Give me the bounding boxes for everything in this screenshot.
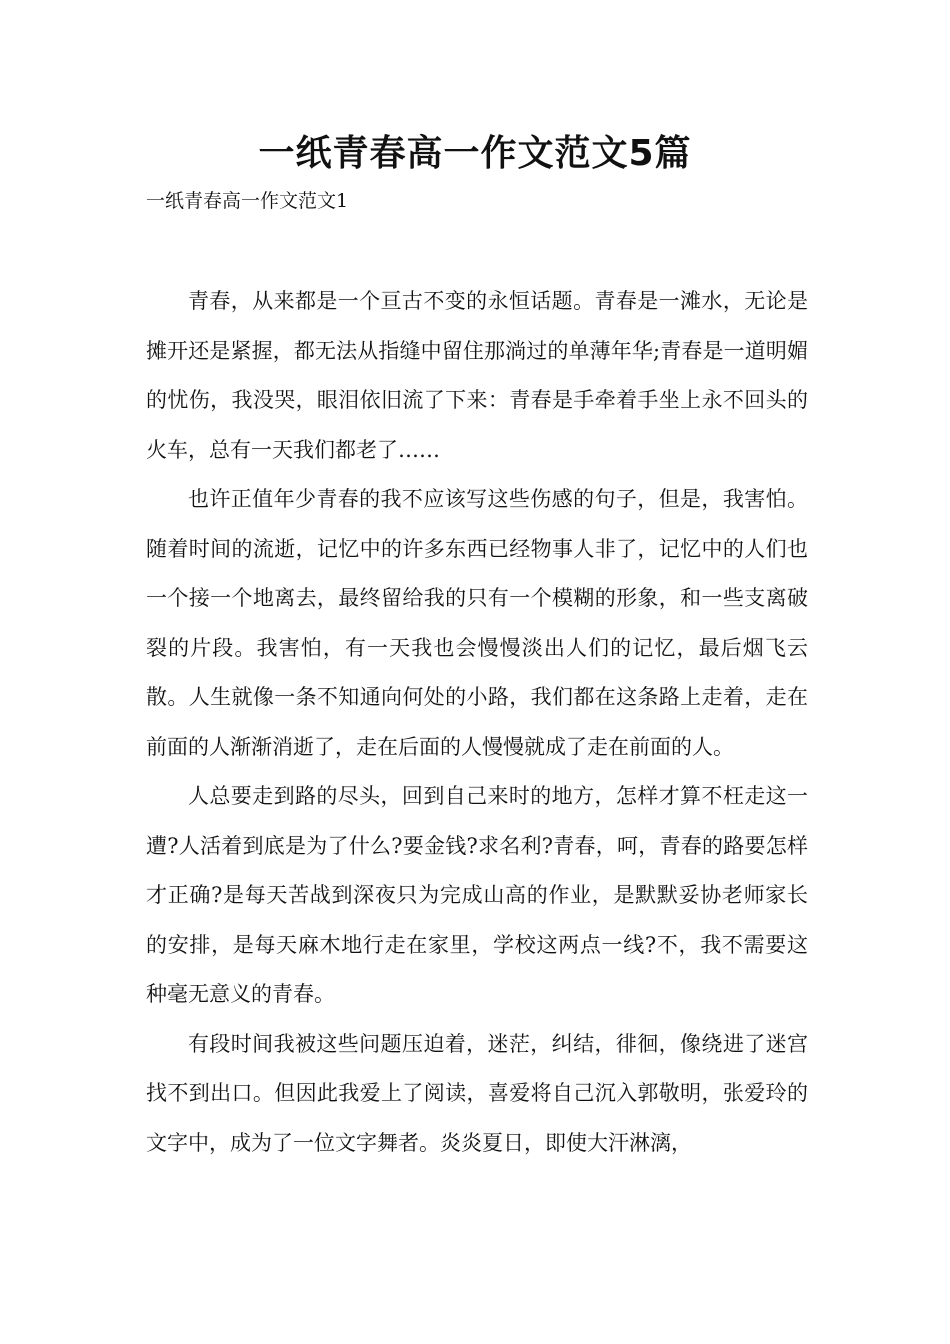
essay-body [146,277,808,1168]
paragraph: 人总要走到路的尽头，回到自己来时的地方，怎样才算不枉走这一遭?人活着到底是为了什么?要金钱?求名利?青春，呵，青春的路要怎样才正确?是每天苦战到深夜只为完成山高的作业，是默默妥协老师家长的安排，是每天麻木地行走在家里，学校这两点一线?不，我不需要这种毫无意义的青春。 [146,784,808,1006]
document-title: 一纸青春高一作文范文5篇 [258,133,692,174]
paragraph: 青春，从来都是一个亘古不变的永恒话题。青春是一滩水，无论是摊开还是紧握，都无法从指缝中留住那淌过的单薄年华;青春是一道明媚的忧伤，我没哭，眼泪依旧流了下来：青春是手牵着手坐上永不回头的火车，总有一天我们都老了…… [146,289,808,462]
paragraph: 也许正值年少青春的我不应该写这些伤感的句子，但是，我害怕。随着时间的流逝，记忆中的许多东西已经物事人非了，记忆中的人们也一个接一个地离去，最终留给我的只有一个模糊的形象，和一些支离破裂的片段。我害怕，有一天我也会慢慢淡出人们的记忆，最后烟飞云散。人生就像一条不知通向何处的小路，我们都在这条路上走着，走在前面的人渐渐消逝了，走在后面的人慢慢就成了走在前面的人。 [146,487,808,759]
essay-subtitle: 一纸青春高一作文范文1 [146,190,349,212]
paragraph: 有段时间我被这些问题压迫着，迷茫，纠结，徘徊，像绕进了迷宫找不到出口。但因此我爱上了阅读，喜爱将自己沉入郭敬明，张爱玲的文字中，成为了一位文字舞者。炎炎夏日，即使大汗淋漓， [146,1031,808,1155]
